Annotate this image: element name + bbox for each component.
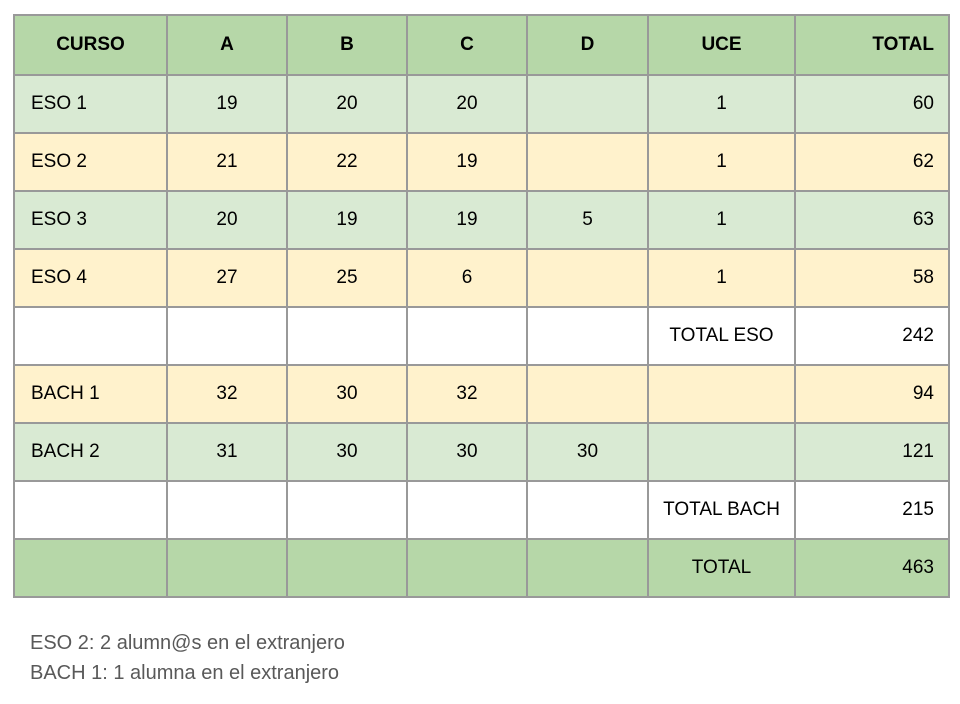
cell-bach2-b: 30 [287,423,407,481]
cell-totalbach-total: 215 [795,481,949,539]
cell-eso2-curso: ESO 2 [14,133,167,191]
cell-eso1-total: 60 [795,75,949,133]
cell-grandtotal-total: 463 [795,539,949,597]
cell-grandtotal-label: TOTAL [648,539,795,597]
cell-totalbach-a [167,481,287,539]
cell-grandtotal-d [527,539,648,597]
cell-totaleso-total: 242 [795,307,949,365]
cell-eso4-total: 58 [795,249,949,307]
header-curso: CURSO [14,15,167,75]
cell-bach1-d [527,365,648,423]
cell-eso4-c: 6 [407,249,527,307]
cell-eso2-total: 62 [795,133,949,191]
cell-eso2-a: 21 [167,133,287,191]
cell-bach1-b: 30 [287,365,407,423]
header-b: B [287,15,407,75]
cell-eso4-curso: ESO 4 [14,249,167,307]
cell-grandtotal-b [287,539,407,597]
note-bach1-abroad: BACH 1: 1 alumna en el extranjero [30,662,340,684]
table-row-eso3 [14,191,949,249]
cell-totaleso-curso [14,307,167,365]
cell-eso3-a: 20 [167,191,287,249]
cell-eso1-c: 20 [407,75,527,133]
cell-totalbach-d [527,481,648,539]
cell-totalbach-c [407,481,527,539]
cell-eso3-curso: ESO 3 [14,191,167,249]
cell-eso2-d [527,133,648,191]
cell-bach2-d: 30 [527,423,648,481]
header-total: TOTAL [795,15,949,75]
cell-grandtotal-curso [14,539,167,597]
table-row-total-eso [14,307,949,365]
cell-totaleso-label: TOTAL ESO [648,307,795,365]
header-uce: UCE [648,15,795,75]
table-row-eso2 [14,133,949,191]
cell-eso2-uce: 1 [648,133,795,191]
cell-bach2-c: 30 [407,423,527,481]
cell-totalbach-curso [14,481,167,539]
cell-eso3-b: 19 [287,191,407,249]
cell-bach1-a: 32 [167,365,287,423]
cell-bach2-a: 31 [167,423,287,481]
cell-bach2-uce [648,423,795,481]
footnotes [30,628,345,688]
cell-eso1-curso: ESO 1 [14,75,167,133]
table-row-eso1 [14,75,949,133]
cell-bach1-uce [648,365,795,423]
table-row-total-bach [14,481,949,539]
table-header-row [14,15,949,75]
cell-eso4-b: 25 [287,249,407,307]
students-table [13,14,950,598]
cell-bach2-curso: BACH 2 [14,423,167,481]
header-d: D [527,15,648,75]
cell-eso2-c: 19 [407,133,527,191]
table-row-bach1 [14,365,949,423]
cell-eso2-b: 22 [287,133,407,191]
table-row-grand-total [14,539,949,597]
cell-eso4-d [527,249,648,307]
cell-totaleso-a [167,307,287,365]
cell-eso3-c: 19 [407,191,527,249]
cell-totaleso-b [287,307,407,365]
cell-bach2-total: 121 [795,423,949,481]
cell-eso3-d: 5 [527,191,648,249]
header-c: C [407,15,527,75]
cell-eso1-uce: 1 [648,75,795,133]
cell-eso4-a: 27 [167,249,287,307]
cell-totalbach-b [287,481,407,539]
cell-bach1-curso: BACH 1 [14,365,167,423]
table-row-bach2 [14,423,949,481]
cell-eso1-a: 19 [167,75,287,133]
cell-eso3-uce: 1 [648,191,795,249]
cell-grandtotal-c [407,539,527,597]
cell-eso1-d [527,75,648,133]
cell-totaleso-c [407,307,527,365]
cell-totaleso-d [527,307,648,365]
cell-eso3-total: 63 [795,191,949,249]
cell-eso1-b: 20 [287,75,407,133]
cell-eso4-uce: 1 [648,249,795,307]
note-eso2-abroad: ESO 2: 2 alumn@s en el extranjero [30,632,345,654]
cell-grandtotal-a [167,539,287,597]
table-row-eso4 [14,249,949,307]
header-a: A [167,15,287,75]
cell-bach1-c: 32 [407,365,527,423]
cell-bach1-total: 94 [795,365,949,423]
cell-totalbach-label: TOTAL BACH [648,481,795,539]
